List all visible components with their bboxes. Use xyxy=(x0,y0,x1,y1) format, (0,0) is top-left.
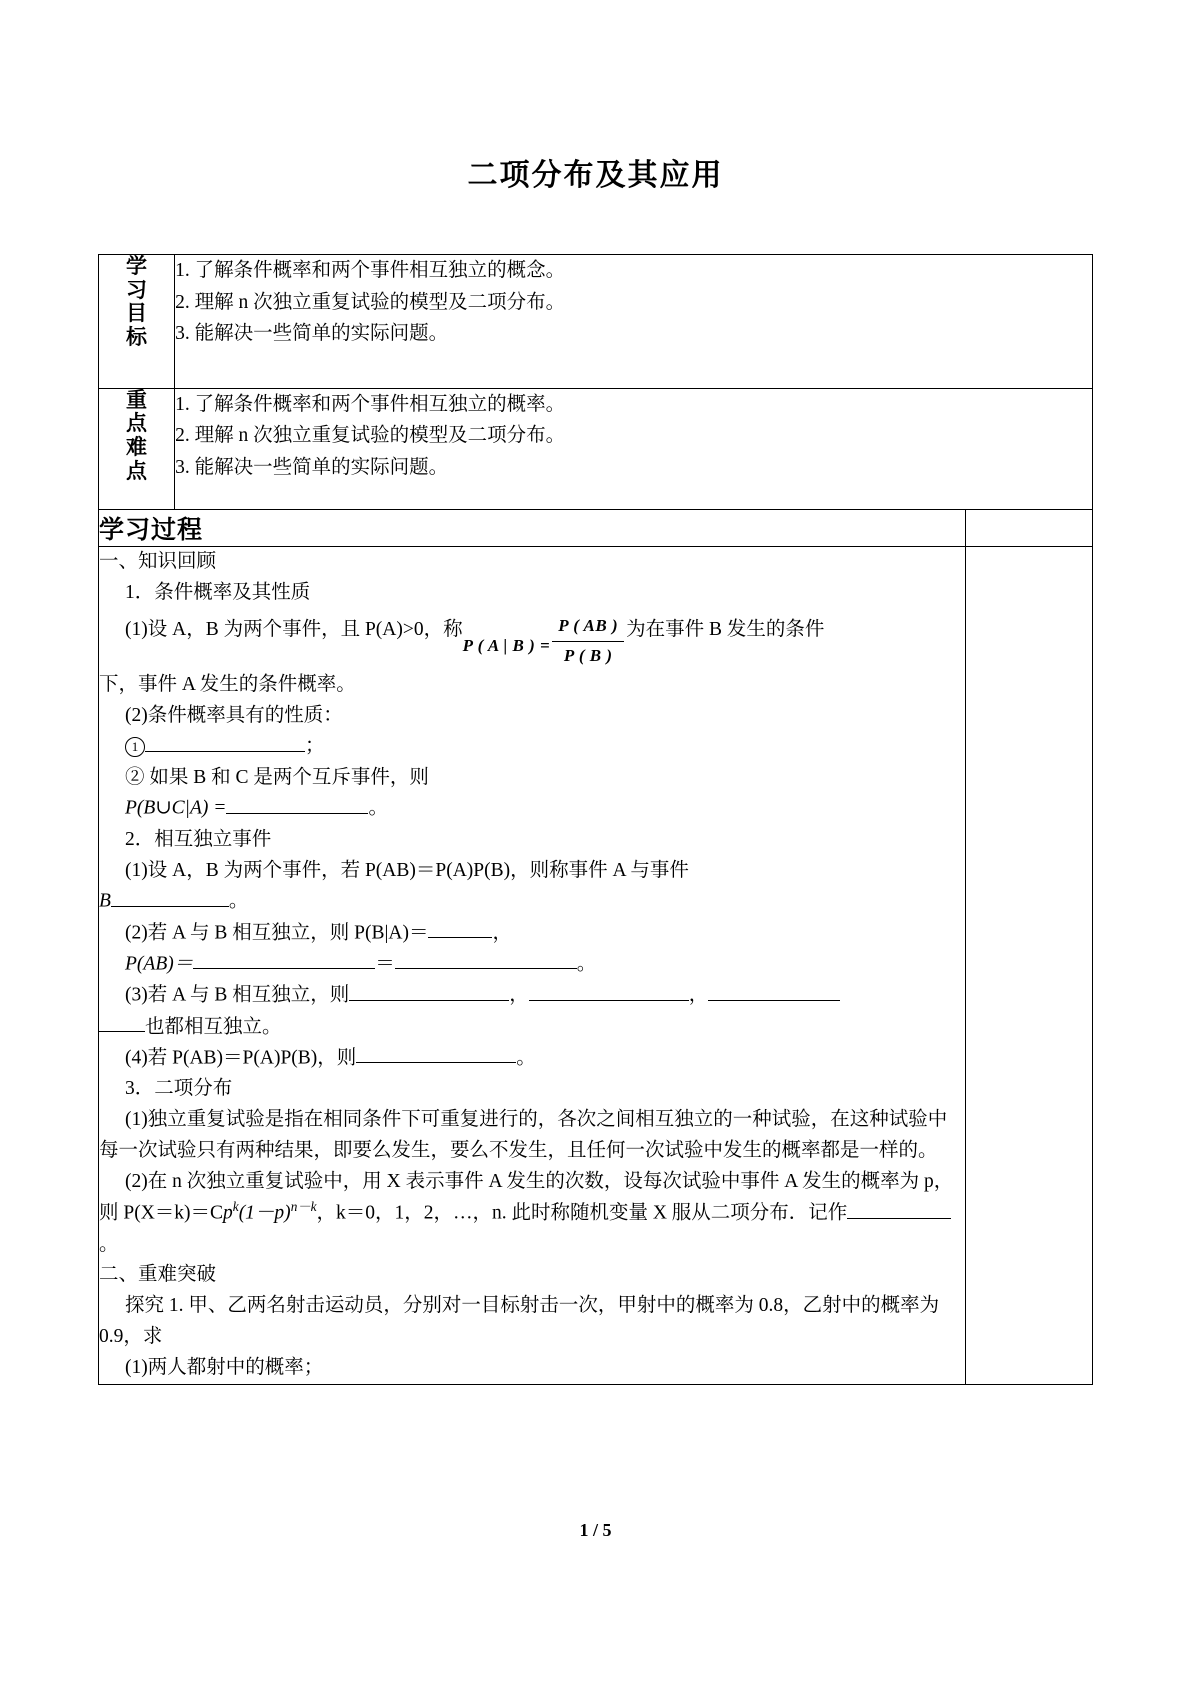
item2-para-1-cont-tail: 。 xyxy=(228,890,249,912)
content-body-cell xyxy=(99,547,966,1384)
formula-numerator: P ( AB ) xyxy=(558,616,619,636)
item2-heading: 2．相互独立事件 xyxy=(125,828,272,850)
item2-para-2b-pre: P(AB)＝ xyxy=(125,953,194,975)
item2-para-4-tail: 。 xyxy=(516,1047,536,1069)
conditional-probability-formula xyxy=(463,613,627,670)
formula-denominator: P ( B ) xyxy=(552,641,624,670)
section-two-heading: 二、重难突破 xyxy=(99,1264,217,1286)
item2-para-2-pre: (2)若 A 与 B 相互独立，则 P(B|A)＝ xyxy=(125,922,429,944)
keypoints-label-char-4: 点 xyxy=(126,459,148,483)
item2-para-3 xyxy=(99,980,965,1011)
item2-para-3-cont-text: 也都相互独立。 xyxy=(145,1016,282,1038)
fill-blank-property-1[interactable] xyxy=(145,731,305,752)
property-1-line xyxy=(99,731,965,762)
property-2-formula-tail: 。 xyxy=(368,797,388,819)
keypoints-label-cell xyxy=(99,388,175,510)
item3-exponent-k: k xyxy=(232,1199,239,1215)
objectives-label-char-1: 学 xyxy=(126,255,148,278)
circled-one-marker: 1 xyxy=(125,737,145,757)
item2-para-2-tail: ， xyxy=(492,922,512,944)
objectives-label-cell xyxy=(99,255,175,389)
item2-para-1-cont-pre: B xyxy=(99,890,111,912)
item3-para-2-tail: 。 xyxy=(99,1233,119,1255)
item2-para-2b-tail: 。 xyxy=(576,953,597,975)
property-2-formula-pre: P(B∪C|A) = xyxy=(125,797,227,819)
process-header-title: 学习过程 xyxy=(99,510,966,547)
table-row-process-header xyxy=(99,510,1093,547)
fill-blank-item2-2[interactable] xyxy=(428,918,492,939)
item1-para-1-pre: (1)设 A，B 为两个事件，且 P(A)>0，称 xyxy=(125,618,463,640)
table-row-content xyxy=(99,547,1093,1384)
item2-para-2b xyxy=(99,949,965,980)
objective-item: 3. 能解决一些简单的实际问题。 xyxy=(175,323,449,345)
item3-exponent-nk: n－k xyxy=(290,1199,317,1215)
item2-para-3-pre: (3)若 A 与 B 相互独立，则 xyxy=(125,984,350,1006)
item2-para-1: (1)设 A，B 为两个事件，若 P(AB)＝P(A)P(B)，则称事件 A 与事件 xyxy=(125,859,689,881)
objectives-body-cell xyxy=(175,255,1093,389)
item3-heading: 3．二项分布 xyxy=(125,1078,233,1100)
fill-blank-item2-1[interactable] xyxy=(111,886,229,907)
content-side-cell xyxy=(965,547,1092,1384)
item1-para-1-cont: 下，事件 A 发生的条件概率。 xyxy=(99,673,356,695)
fill-blank-item2-4[interactable] xyxy=(356,1043,516,1064)
item1-para-1-mid: 为在事件 B 发生的条件 xyxy=(626,618,825,640)
keypoints-body-cell xyxy=(175,388,1093,510)
property-2-line: ② 如果 B 和 C 是两个互斥事件，则 xyxy=(125,766,429,788)
keypoint-item: 3. 能解决一些简单的实际问题。 xyxy=(175,456,449,478)
section-one-heading: 一、知识回顾 xyxy=(99,551,217,573)
fill-blank-item2-3-b[interactable] xyxy=(529,980,689,1001)
fill-blank-item2-3-c[interactable] xyxy=(708,980,840,1001)
item1-para-1 xyxy=(99,613,965,670)
fill-blank-item2-3-d[interactable] xyxy=(99,1012,145,1033)
keypoints-label-char-1: 重 xyxy=(126,388,148,412)
item2-para-4 xyxy=(99,1043,965,1074)
item3-para-2-c: (1－p) xyxy=(238,1202,291,1224)
property-2-formula-line xyxy=(99,793,965,824)
item3-para-2 xyxy=(99,1167,965,1261)
item3-para-2-b: p xyxy=(223,1202,233,1224)
keypoint-item: 2. 理解 n 次独立重复试验的模型及二项分布。 xyxy=(175,425,566,447)
fill-blank-item2-2b-left[interactable] xyxy=(193,949,375,970)
fill-blank-item2-3-a[interactable] xyxy=(349,980,509,1001)
item3-para-2-a: (2)在 n 次独立重复试验中，用 X 表示事件 A 发生的次数，设每次试验中事件 A 发生的概率为 p，则 P(X＝k)＝C xyxy=(99,1170,954,1224)
fill-blank-property-2[interactable] xyxy=(226,793,368,814)
item1-heading: 1．条件概率及其性质 xyxy=(125,582,311,604)
keypoints-label-char-3: 难 xyxy=(126,436,148,460)
item2-para-3-cont xyxy=(99,1012,965,1043)
formula-lhs: P ( A | B ) = xyxy=(462,635,551,655)
objective-item: 1. 了解条件概率和两个事件相互独立的概念。 xyxy=(175,260,566,281)
item3-para-1: (1)独立重复试验是指在相同条件下可重复进行的，各次之间相互独立的一种试验，在这种试验中每一次试验只有两种结果，即要么发生，要么不发生，且任何一次试验中发生的概率都是一样的。 xyxy=(99,1108,948,1161)
worksheet-table xyxy=(98,254,1093,1385)
keypoint-item: 1. 了解条件概率和两个事件相互独立的概率。 xyxy=(175,393,566,415)
item2-para-1-cont xyxy=(99,886,965,917)
objectives-label-char-4: 标 xyxy=(126,326,148,350)
process-header-side-cell xyxy=(965,510,1092,547)
page-footer: 1 / 5 xyxy=(579,1520,612,1540)
fill-blank-item3-2[interactable] xyxy=(847,1198,951,1219)
item2-para-3-sep2: ， xyxy=(688,984,709,1006)
explore-1-text: 探究 1. 甲、乙两名射击运动员，分别对一目标射击一次，甲射中的概率为 0.8，乙射中的概率为 0.9，求 xyxy=(99,1295,940,1348)
table-row-keypoints xyxy=(99,388,1093,510)
keypoints-label-char-2: 点 xyxy=(126,412,148,436)
objectives-label-char-3: 目 xyxy=(126,302,148,326)
item2-para-2 xyxy=(99,918,965,949)
explore-1-question-1: (1)两人都射中的概率； xyxy=(125,1356,324,1378)
table-row-objectives xyxy=(99,255,1093,389)
item3-para-2-d: ，k＝0，1，2，…，n. 此时称随机变量 X 服从二项分布．记作 xyxy=(316,1202,848,1224)
item2-para-2b-mid: ＝ xyxy=(375,953,395,975)
page-title: 二项分布及其应用 xyxy=(467,159,724,192)
fill-blank-item2-2b-right[interactable] xyxy=(395,949,577,970)
item1-para-2: (2)条件概率具有的性质： xyxy=(125,704,343,726)
objectives-label-char-2: 习 xyxy=(126,278,148,302)
item2-para-4-pre: (4)若 P(AB)＝P(A)P(B)，则 xyxy=(125,1047,357,1069)
formula-fraction xyxy=(552,613,624,670)
objective-item: 2. 理解 n 次独立重复试验的模型及二项分布。 xyxy=(175,291,566,313)
item2-para-3-sep1: ， xyxy=(509,984,529,1006)
property-1-tail: ； xyxy=(305,735,325,757)
